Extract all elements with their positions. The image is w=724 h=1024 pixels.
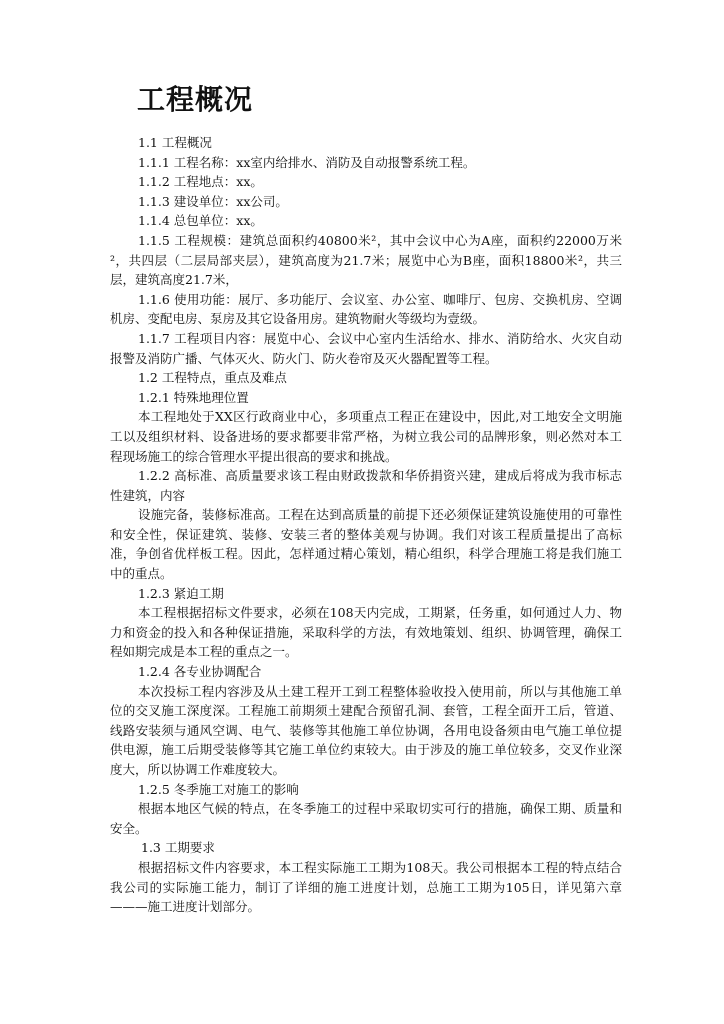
paragraph: 设施完备，装修标准高。工程在达到高质量的前提下还必须保证建筑设施使用的可靠性和安全性，保证建筑、装修、安装三者的整体美观与协调。我们对该工程质量提出了高标准，争创省优样板工程。因此，怎样通过精心策划，精心组织，科学合理施工将是我们施工中的重点。 — [110, 507, 622, 582]
paragraph: 1.1.7 工程项目内容：展览中心、会议中心室内生活给水、排水、消防给水、火灾自动报警及消防广播、气体灭火、防火门、防火卷帘及灭火器配置等工程。 — [110, 330, 622, 366]
paragraph: 本次投标工程内容涉及从土建工程开工到工程整体验收投入使用前，所以与其他施工单位的交叉施工深度深。工程施工前期须土建配合预留孔洞、套管，工程全面开工后，管道、线路安装须与通风空调、电气、装修等其他施工单位协调，各用电设备须由电气施工单位提供电源，施工后期受装修等其它施工单位约束较大。由于涉及的施工单位较多，交叉作业深度大，所以协调工作难度较大。 — [110, 683, 622, 777]
document-body — [110, 133, 622, 917]
paragraph: 1.1.2 工程地点：xx。 — [138, 174, 263, 190]
paragraph: 1.1.6 使用功能：展厅、多功能厅、会议室、办公室、咖啡厅、包房、交换机房、空调机房、变配电房、泵房及其它设备用房。建筑物耐火等级均为壹级。 — [110, 291, 622, 327]
paragraph: 1.1.1 工程名称：xx室内给排水、消防及自动报警系统工程。 — [138, 154, 476, 170]
paragraph: 1.2.2 高标准、高质量要求该工程由财政拨款和华侨捐资兴建，建成后将成为我市标志性建筑，内容 — [110, 468, 622, 503]
section-heading: 1.3 工期要求 — [141, 840, 215, 856]
paragraph: 1.1.5 工程规模：建筑总面积约40800米²，其中会议中心为A座，面积约22000万米²，共四层（二层局部夹层），建筑高度为21.7米；展览中心为B座，面积18800米²，共三层，建筑高度21.7米， — [110, 232, 622, 288]
paragraph: 1.1.3 建设单位：xx公司。 — [138, 193, 288, 209]
paragraph: 根据本地区气候的特点，在冬季施工的过程中采取切实可行的措施，确保工期、质量和安全。 — [110, 801, 622, 836]
section-heading: 1.1 工程概况 — [138, 135, 212, 150]
paragraph: 1.1.4 总包单位：xx。 — [138, 213, 263, 229]
page-title: 工程概况 — [137, 83, 254, 116]
section-heading: 1.2.1 特殊地理位置 — [138, 389, 249, 405]
section-heading: 1.2.4 各专业协调配合 — [138, 664, 262, 680]
section-heading: 1.2.3 紧迫工期 — [138, 585, 224, 601]
section-heading: 1.2 工程特点，重点及难点 — [138, 370, 287, 386]
paragraph: 本工程根据招标文件要求，必须在108天内完成，工期紧，任务重，如何通过人力、物力和资金的投入和各种保证措施，采取科学的方法，有效地策划、组织、协调管理，确保工程如期完成是本工程的重点之一。 — [110, 605, 622, 660]
section-heading: 1.2.5 冬季施工对施工的影响 — [138, 781, 299, 797]
paragraph: 根据招标文件内容要求，本工程实际施工工期为108天。我公司根据本工程的特点结合我公司的实际施工能力，制订了详细的施工进度计划，总施工工期为105日，详见第六章———施工进度计划部分。 — [110, 859, 622, 915]
paragraph: 本工程地处于XX区行政商业中心，多项重点工程正在建设中，因此,对工地安全文明施工以及组织材料、设备进场的要求都要非常严格，为树立我公司的品牌形象，则必然对本工程现场施工的综合管理水平提出很高的要求和挑战。 — [110, 409, 622, 464]
